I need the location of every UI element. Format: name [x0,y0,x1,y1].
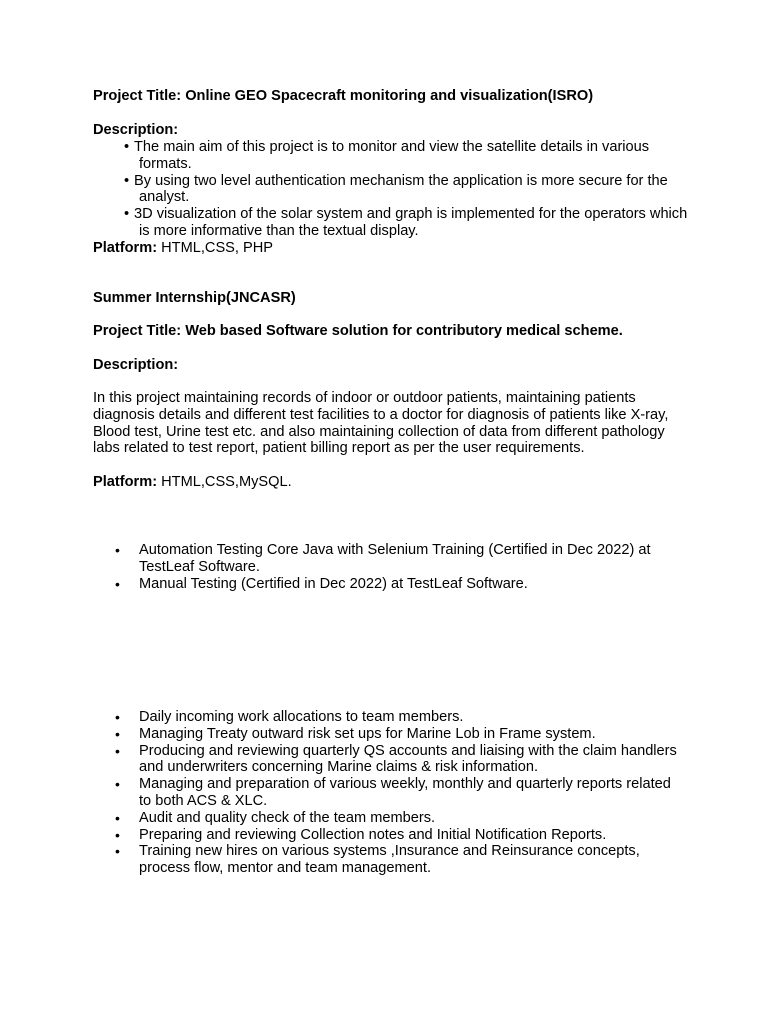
list-item [93,827,683,844]
project1-title [93,88,593,105]
list-item-text: Preparing and reviewing Collection notes and Initial Notification Reports. [139,826,607,843]
list-item [93,810,683,827]
bullet-icon: • [115,742,120,759]
list-item-text: Audit and quality check of the team members. [139,809,436,826]
list-item [93,542,683,576]
platform-value: HTML,CSS,MySQL. [157,474,292,490]
list-item [93,206,693,240]
responsibilities-list [93,709,683,877]
bullet-icon: • [115,809,120,826]
platform-value: HTML,CSS, PHP [157,240,274,256]
list-item-text: Manual Testing (Certified in Dec 2022) at TestLeaf Software. [139,575,528,592]
list-item-text: Automation Testing Core Java with Selenium Training (Certified in Dec 2022) at TestLeaf Software. [139,542,651,575]
platform-label: Platform: [93,474,158,490]
platform-label: Platform: [93,240,158,256]
list-item-text: The main aim of this project is to monitor and view the satellite details in various formats. [134,139,650,172]
internship-heading: Summer Internship(JNCASR) [93,290,296,306]
bullet-icon: • [115,542,120,558]
certifications-list [93,542,683,592]
list-item [93,139,693,173]
list-item [93,726,683,743]
project2-title-text: Web based Software solution for contributory medical scheme. [185,323,623,339]
bullet-icon: • [115,725,120,742]
list-item-text: Training new hires on various systems ,Insurance and Reinsurance concepts, process flow, mentor and team management. [139,843,640,877]
project1-description-label: Description: [93,122,179,138]
project2-description-label: Description: [93,357,179,373]
list-item-text: Managing and preparation of various weekly, monthly and quarterly reports related to both ACS & XLC. [139,776,671,809]
list-item-text: Producing and reviewing quarterly QS accounts and liaising with the claim handlers and underwriters concerning Marine claims & risk information. [139,742,677,776]
project1-title-label: Project Title: [93,88,182,104]
list-item [93,776,683,810]
bullet-icon: • [115,776,120,793]
project1-platform [93,240,273,257]
list-item [93,843,683,877]
bullet-icon: • [115,575,120,592]
project2-title-label: Project Title: [93,323,182,339]
bullet-dot-icon: • [124,172,130,189]
list-item-text: 3D visualization of the solar system and graph is implemented for the operators which is more informative than the textual display. [134,206,688,239]
project2-platform [93,474,292,491]
bullet-dot-icon: • [124,139,130,155]
project2-title [93,323,623,340]
list-item-text: By using two level authentication mechanism the application is more secure for the analyst. [134,172,668,206]
bullet-icon: • [115,709,120,725]
project1-bullet-list [93,139,693,240]
list-item-text: Managing Treaty outward risk set ups for Marine Lob in Frame system. [139,725,596,742]
list-item [93,743,683,777]
project2-description-text: In this project maintaining records of indoor or outdoor patients, maintaining patients diagnosis details and different test facilities to a doctor for diagnosis of patients like X-ray, Blood test, Urine test etc. and also maintaining collection of data from different pathology labs related to test report, patient billing report as per the user requirements. [93,390,669,457]
project1-title-text: Online GEO Spacecraft monitoring and visualization(ISRO) [185,88,594,104]
bullet-dot-icon: • [124,206,130,223]
list-item [93,173,693,207]
bullet-icon: • [115,826,120,843]
bullet-icon: • [115,843,120,860]
list-item [93,709,683,726]
list-item-text: Daily incoming work allocations to team members. [139,709,464,725]
list-item [93,576,683,593]
